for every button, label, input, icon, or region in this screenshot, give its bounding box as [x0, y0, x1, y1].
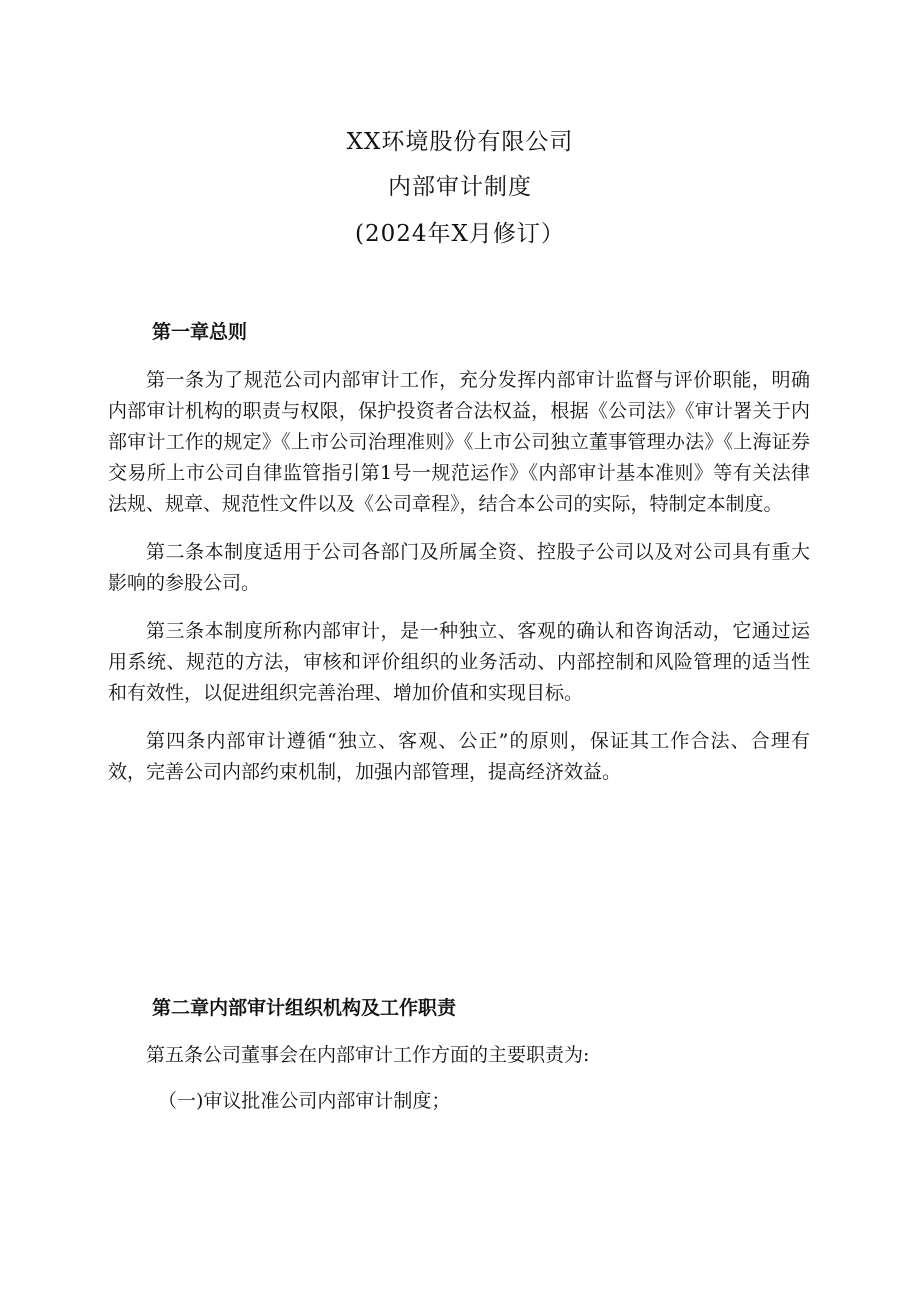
article-5: 第五条公司董事会在内部审计工作方面的主要职责为: [146, 1044, 590, 1066]
document-title: 内部审计制度 [388, 174, 532, 200]
article-1: 第一条为了规范公司内部审计工作，充分发挥内部审计监督与评价职能，明确内部审计机构的职责与权限，保护投资者合法权益，根据《公司法》《审计署关于内部审计工作的规定》《上市公司治理准则》《上市公司独立董事管理办法》《上海证券交易所上市公司自律监管指引第1号一规范运作》《内部审计基本准则》等有关法律法规、规章、规范性文件以及《公司章程》，结合本公司的实际，特制定本制度。 [108, 369, 810, 515]
article-5-block [108, 1040, 810, 1071]
chapter-1-body [108, 365, 810, 788]
chapter-1-heading: 第一章总则 [152, 321, 248, 343]
revision-note: (2024年X月修订） [355, 221, 565, 247]
article-5-item-1: （一)审议批准公司内部审计制度； [158, 1090, 451, 1112]
chapter-2-heading: 第二章内部审计组织机构及工作职责 [152, 997, 457, 1019]
article-3: 第三条本制度所称内部审计，是一种独立、客观的确认和咨询活动，它通过运用系统、规范的方法，审核和评价组织的业务活动、内部控制和风险管理的适当性和有效性，以促进组织完善治理、增加价值和实现目标。 [108, 620, 810, 704]
company-name: XX环境股份有限公司 [346, 129, 574, 155]
article-4: 第四条内部审计遵循“独立、客观、公正”的原则，保证其工作合法、合理有效，完善公司内部约束机制，加强内部管理，提高经济效益。 [108, 730, 810, 783]
article-2: 第二条本制度适用于公司各部门及所属全资、控股子公司以及对公司具有重大影响的参股公司。 [108, 541, 810, 594]
